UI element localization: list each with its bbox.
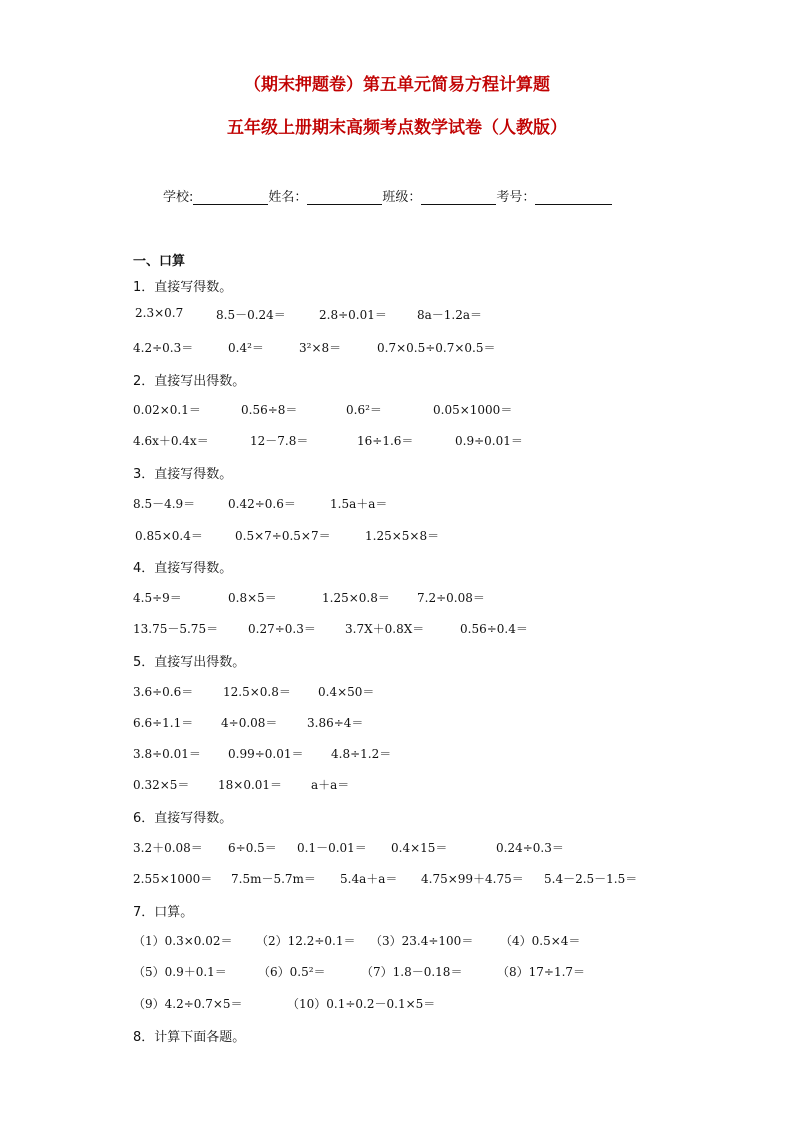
arithmetic-problem: 4÷0.08＝	[221, 716, 278, 730]
arithmetic-problem: 6.6÷1.1＝	[133, 716, 194, 730]
arithmetic-problem: 2.3×0.7	[135, 306, 184, 320]
arithmetic-problem: 0.05×1000＝	[433, 403, 513, 417]
arithmetic-problem: 0.6²＝	[346, 403, 382, 417]
arithmetic-problem: 18×0.01＝	[218, 778, 283, 792]
arithmetic-problem: 2.8÷0.01＝	[319, 308, 387, 322]
arithmetic-problem: （8）17÷1.7＝	[497, 965, 586, 979]
problem-row	[0, 745, 794, 761]
arithmetic-problem: 0.4×50＝	[318, 685, 375, 699]
arithmetic-problem: 3.7X＋0.8X＝	[345, 622, 425, 636]
name-blank[interactable]	[307, 191, 382, 205]
problem-row	[0, 432, 794, 448]
question-label: 5．直接写出得数。	[133, 655, 246, 670]
problem-row	[0, 339, 794, 355]
question-label: 7．口算。	[133, 905, 194, 920]
question-label: 8．计算下面各题。	[133, 1030, 246, 1045]
question-label: 4．直接写得数。	[133, 561, 233, 576]
arithmetic-problem: 1.25×5×8＝	[365, 529, 440, 543]
arithmetic-problem: 4.5÷9＝	[133, 591, 182, 605]
arithmetic-problem: 0.8×5＝	[228, 591, 277, 605]
page-title: （期末押题卷）第五单元简易方程计算题	[244, 75, 550, 95]
problem-row	[0, 527, 794, 543]
arithmetic-problem: 16÷1.6＝	[357, 434, 414, 448]
arithmetic-problem: 0.1－0.01＝	[297, 841, 367, 855]
arithmetic-problem: 0.7×0.5÷0.7×0.5＝	[377, 341, 496, 355]
question-label: 2．直接写出得数。	[133, 374, 246, 389]
arithmetic-problem: 2.55×1000＝	[133, 872, 213, 886]
arithmetic-problem: 6÷0.5＝	[228, 841, 277, 855]
problem-row	[0, 401, 794, 417]
arithmetic-problem: 0.56÷0.4＝	[460, 622, 528, 636]
arithmetic-problem: （5）0.9＋0.1＝	[133, 965, 227, 979]
arithmetic-problem: 3.8÷0.01＝	[133, 747, 201, 761]
arithmetic-problem: 0.56÷8＝	[241, 403, 298, 417]
arithmetic-problem: 4.2÷0.3＝	[133, 341, 194, 355]
arithmetic-problem: 0.5×7÷0.5×7＝	[235, 529, 331, 543]
problem-row	[0, 683, 794, 699]
arithmetic-problem: （9）4.2÷0.7×5＝	[133, 997, 243, 1011]
arithmetic-problem: 12.5×0.8＝	[223, 685, 291, 699]
problem-row	[0, 714, 794, 730]
question-label: 6．直接写得数。	[133, 811, 233, 826]
class-label: 班级：	[382, 190, 422, 205]
arithmetic-problem: 4.6x＋0.4x＝	[133, 434, 209, 448]
arithmetic-problem: 4.8÷1.2＝	[331, 747, 392, 761]
problem-row	[0, 963, 794, 979]
exam-no-blank[interactable]	[535, 191, 612, 205]
problem-row	[0, 589, 794, 605]
arithmetic-problem: 0.27÷0.3＝	[248, 622, 316, 636]
arithmetic-problem: 4.75×99＋4.75＝	[421, 872, 524, 886]
arithmetic-problem: 3.86÷4＝	[307, 716, 364, 730]
problem-row	[0, 932, 794, 948]
arithmetic-problem: 1.5a＋a＝	[330, 497, 388, 511]
arithmetic-problem: （7）1.8－0.18＝	[361, 965, 463, 979]
problem-row	[0, 620, 794, 636]
arithmetic-problem: 7.5m－5.7m＝	[231, 872, 316, 886]
arithmetic-problem: a＋a＝	[311, 778, 350, 792]
exam-no-label: 考号：	[496, 190, 536, 205]
arithmetic-problem: 0.24÷0.3＝	[496, 841, 564, 855]
arithmetic-problem: 8.5－0.24＝	[216, 308, 286, 322]
arithmetic-problem: 5.4a＋a＝	[340, 872, 398, 886]
school-blank[interactable]	[193, 191, 268, 205]
arithmetic-problem: 5.4－2.5－1.5＝	[544, 872, 638, 886]
arithmetic-problem: 3.2＋0.08＝	[133, 841, 203, 855]
section-heading: 一、口算	[133, 254, 186, 269]
arithmetic-problem: 8a－1.2a＝	[417, 308, 483, 322]
class-blank[interactable]	[421, 191, 496, 205]
arithmetic-problem: 12－7.8＝	[250, 434, 309, 448]
question-label: 3．直接写得数。	[133, 467, 233, 482]
arithmetic-problem: 3²×8＝	[299, 341, 342, 355]
arithmetic-problem: 7.2÷0.08＝	[417, 591, 485, 605]
arithmetic-problem: 13.75－5.75＝	[133, 622, 219, 636]
problem-row	[0, 870, 794, 886]
school-label: 学校:	[163, 190, 194, 205]
arithmetic-problem: 0.02×0.1＝	[133, 403, 201, 417]
problem-row	[0, 495, 794, 511]
arithmetic-problem: 0.42÷0.6＝	[228, 497, 296, 511]
arithmetic-problem: （4）0.5×4＝	[500, 934, 581, 948]
arithmetic-problem: 8.5－4.9＝	[133, 497, 196, 511]
problem-row	[0, 306, 794, 322]
problem-row	[0, 776, 794, 792]
arithmetic-problem: 0.32×5＝	[133, 778, 190, 792]
problem-row	[0, 839, 794, 855]
arithmetic-problem: 1.25×0.8＝	[322, 591, 390, 605]
arithmetic-problem: 0.4²＝	[228, 341, 264, 355]
arithmetic-problem: 3.6÷0.6＝	[133, 685, 194, 699]
name-label: 姓名：	[268, 190, 308, 205]
arithmetic-problem: 0.9÷0.01＝	[455, 434, 523, 448]
arithmetic-problem: （6）0.5²＝	[258, 965, 326, 979]
arithmetic-problem: （2）12.2÷0.1＝	[256, 934, 356, 948]
arithmetic-problem: 0.4×15＝	[391, 841, 448, 855]
arithmetic-problem: 0.85×0.4＝	[135, 529, 203, 543]
question-label: 1．直接写得数。	[133, 280, 233, 295]
arithmetic-problem: （3）23.4÷100＝	[370, 934, 474, 948]
problem-row	[0, 995, 794, 1011]
arithmetic-problem: 0.99÷0.01＝	[228, 747, 304, 761]
arithmetic-problem: （1）0.3×0.02＝	[133, 934, 233, 948]
arithmetic-problem: （10）0.1÷0.2－0.1×5＝	[287, 997, 436, 1011]
student-info-line	[163, 186, 612, 205]
page-subtitle: 五年级上册期末高频考点数学试卷（人教版）	[227, 118, 567, 138]
